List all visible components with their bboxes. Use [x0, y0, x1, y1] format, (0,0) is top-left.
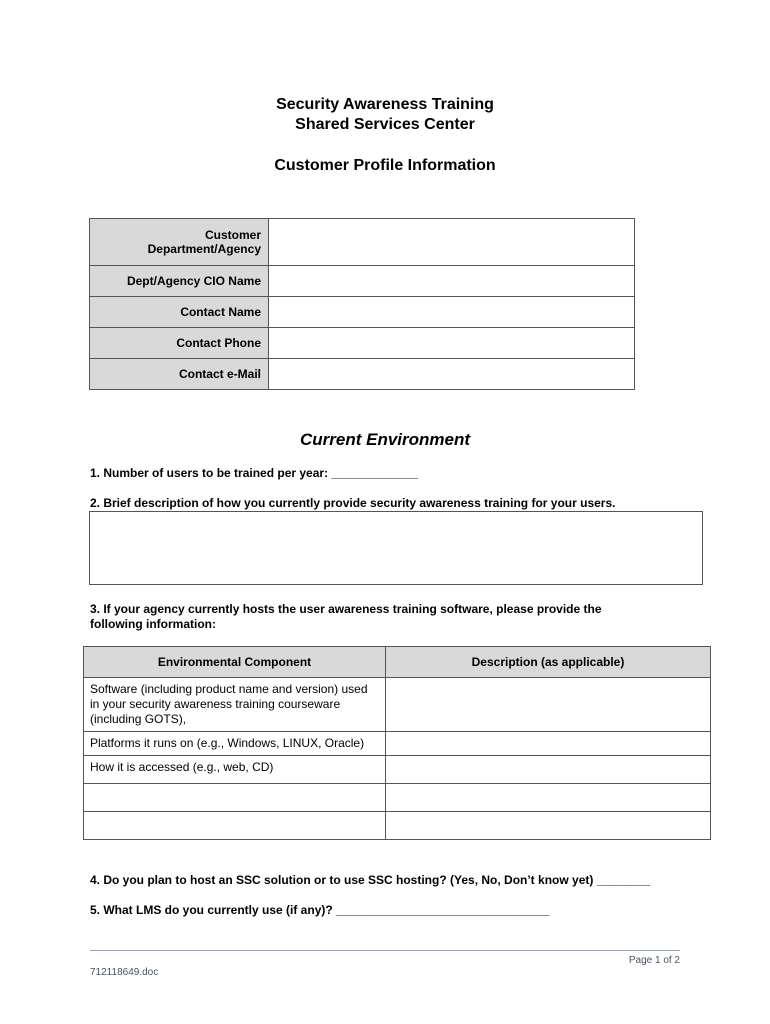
description-cell[interactable] — [386, 756, 711, 784]
field-label-cio-name: Dept/Agency CIO Name — [90, 266, 269, 297]
component-cell[interactable] — [84, 784, 386, 812]
environment-section-title: Current Environment — [299, 430, 471, 449]
column-header-description: Description (as applicable) — [386, 647, 711, 678]
profile-row — [90, 219, 635, 266]
document-title — [0, 95, 770, 135]
table-row — [84, 756, 711, 784]
footer-divider — [90, 950, 680, 951]
contact-name-field[interactable] — [269, 297, 635, 328]
question-5: 5. What LMS do you currently use (if any)? ________________________________ — [90, 903, 550, 917]
table-row — [84, 732, 711, 756]
description-cell[interactable] — [386, 678, 711, 732]
profile-row — [90, 359, 635, 390]
profile-row — [90, 266, 635, 297]
cio-name-field[interactable] — [269, 266, 635, 297]
profile-section-title: Customer Profile Information — [274, 157, 496, 174]
field-label-contact-phone: Contact Phone — [90, 328, 269, 359]
question-2: 2. Brief description of how you currently provide security awareness training for your users. — [90, 496, 616, 510]
component-cell[interactable] — [84, 812, 386, 840]
department-field[interactable] — [269, 219, 635, 266]
question-3: 3. If your agency currently hosts the user awareness training software, please provide the following information: — [90, 602, 602, 631]
question-4: 4. Do you plan to host an SSC solution or to use SSC hosting? (Yes, No, Don’t know yet) ________ — [90, 873, 651, 887]
description-cell[interactable] — [386, 732, 711, 756]
table-row — [84, 784, 711, 812]
description-cell[interactable] — [386, 784, 711, 812]
description-cell[interactable] — [386, 812, 711, 840]
title-line-2: Shared Services Center — [295, 116, 475, 133]
profile-table — [89, 218, 635, 390]
document-filename: 712118649.doc — [90, 967, 159, 978]
field-label-department: Customer Department/Agency — [90, 219, 269, 266]
page-number: Page 1 of 2 — [628, 955, 680, 966]
question-1: 1. Number of users to be trained per year: _____________ — [90, 466, 419, 480]
question-2-answer-box[interactable] — [89, 511, 703, 585]
table-row — [84, 812, 711, 840]
environment-table — [83, 646, 711, 840]
profile-row — [90, 328, 635, 359]
component-cell: Platforms it runs on (e.g., Windows, LINUX, Oracle) — [84, 732, 386, 756]
field-label-contact-email: Contact e-Mail — [90, 359, 269, 390]
table-row — [84, 678, 711, 732]
component-cell: Software (including product name and version) used in your security awareness training courseware (including GOTS), — [84, 678, 386, 732]
field-label-contact-name: Contact Name — [90, 297, 269, 328]
contact-phone-field[interactable] — [269, 328, 635, 359]
table-header-row — [84, 647, 711, 678]
title-line-1: Security Awareness Training — [276, 96, 494, 113]
contact-email-field[interactable] — [269, 359, 635, 390]
column-header-component: Environmental Component — [84, 647, 386, 678]
profile-row — [90, 297, 635, 328]
component-cell: How it is accessed (e.g., web, CD) — [84, 756, 386, 784]
